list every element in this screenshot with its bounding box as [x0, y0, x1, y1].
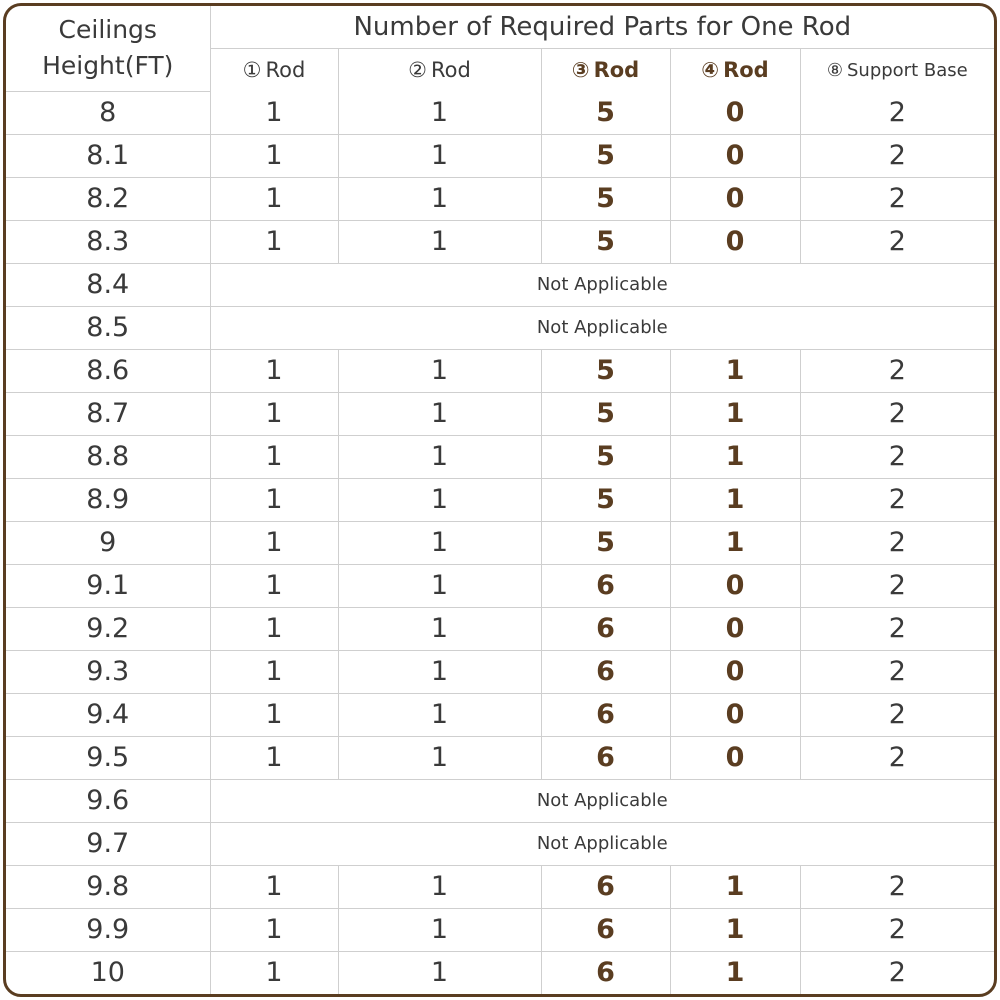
part-count-cell: 1	[670, 865, 800, 908]
part-count-cell: 1	[338, 435, 541, 478]
part-count-cell: 0	[670, 220, 800, 263]
part-count-cell: 2	[800, 134, 994, 177]
column-header-rod-3: ③ Rod	[541, 49, 670, 92]
part-count-cell: 1	[210, 177, 338, 220]
ceilings-label: Ceilings	[58, 15, 157, 45]
part-count-cell: 6	[541, 865, 670, 908]
part-count-cell: 1	[210, 435, 338, 478]
part-count-cell: 6	[541, 908, 670, 951]
part-count-cell: 1	[210, 564, 338, 607]
table-row	[6, 865, 994, 908]
part-count-cell: 2	[800, 349, 994, 392]
part-count-cell: 1	[210, 392, 338, 435]
part-count-cell: 2	[800, 650, 994, 693]
part-count-cell: 1	[338, 650, 541, 693]
part-count-cell: 1	[210, 736, 338, 779]
ceiling-height-cell: 8.2	[6, 177, 210, 220]
part-count-cell: 2	[800, 435, 994, 478]
part-count-cell: 2	[800, 865, 994, 908]
part-count-cell: 2	[800, 220, 994, 263]
part-count-cell: 1	[338, 908, 541, 951]
ceiling-height-cell: 8.6	[6, 349, 210, 392]
part-count-cell: 1	[338, 564, 541, 607]
table-row	[6, 736, 994, 779]
part-count-cell: 1	[670, 951, 800, 994]
ceiling-height-cell: 8.8	[6, 435, 210, 478]
part-count-cell: 1	[338, 91, 541, 134]
part-count-cell: 0	[670, 91, 800, 134]
part-count-cell: 1	[210, 220, 338, 263]
part-count-cell: 1	[670, 521, 800, 564]
table-row	[6, 951, 994, 994]
part-count-cell: 1	[670, 435, 800, 478]
part-count-cell: 5	[541, 435, 670, 478]
table-row	[6, 134, 994, 177]
part-count-cell: 6	[541, 951, 670, 994]
part-count-cell: 6	[541, 650, 670, 693]
ceiling-height-cell: 8.5	[6, 306, 210, 349]
table-row	[6, 650, 994, 693]
table-row	[6, 779, 994, 822]
column-header-rod-4: ④ Rod	[670, 49, 800, 92]
part-count-cell: 0	[670, 177, 800, 220]
ceiling-height-cell: 10	[6, 951, 210, 994]
part-count-cell: 5	[541, 521, 670, 564]
ceiling-height-cell: 9.1	[6, 564, 210, 607]
column-header-support-base: ⑧ Support Base	[800, 49, 994, 92]
part-count-cell: 1	[338, 220, 541, 263]
table-title: Number of Required Parts for One Rod	[210, 6, 994, 49]
part-count-cell: 2	[800, 564, 994, 607]
part-count-cell: 1	[210, 134, 338, 177]
parts-table	[6, 6, 994, 994]
part-count-cell: 0	[670, 693, 800, 736]
part-count-cell: 1	[210, 908, 338, 951]
ceiling-height-cell: 8.9	[6, 478, 210, 521]
part-count-cell: 1	[338, 951, 541, 994]
part-count-cell: 6	[541, 736, 670, 779]
part-count-cell: 1	[670, 478, 800, 521]
table-row	[6, 478, 994, 521]
part-count-cell: 1	[338, 865, 541, 908]
part-count-cell: 1	[338, 349, 541, 392]
part-count-cell: 2	[800, 908, 994, 951]
part-count-cell: 1	[210, 91, 338, 134]
ceiling-height-cell: 9.8	[6, 865, 210, 908]
part-count-cell: 0	[670, 736, 800, 779]
ceiling-height-cell: 9.5	[6, 736, 210, 779]
ceiling-height-cell: 9.3	[6, 650, 210, 693]
column-header-rod-2: ② Rod	[338, 49, 541, 92]
part-count-cell: 0	[670, 650, 800, 693]
part-count-cell: 5	[541, 177, 670, 220]
part-count-cell: 1	[210, 650, 338, 693]
height-label: Height(FT)	[42, 51, 174, 81]
ceiling-height-cell: 9.4	[6, 693, 210, 736]
part-count-cell: 1	[338, 478, 541, 521]
table-body	[6, 91, 994, 994]
table-row	[6, 607, 994, 650]
part-count-cell: 5	[541, 220, 670, 263]
table-row	[6, 521, 994, 564]
not-applicable-cell: Not Applicable	[210, 779, 994, 822]
part-count-cell: 1	[210, 521, 338, 564]
table-row	[6, 392, 994, 435]
table-row	[6, 177, 994, 220]
part-count-cell: 5	[541, 392, 670, 435]
part-count-cell: 1	[338, 177, 541, 220]
part-count-cell: 0	[670, 607, 800, 650]
part-count-cell: 2	[800, 478, 994, 521]
ceiling-height-cell: 8.4	[6, 263, 210, 306]
part-count-cell: 1	[670, 349, 800, 392]
part-count-cell: 2	[800, 521, 994, 564]
part-count-cell: 2	[800, 736, 994, 779]
ceiling-height-cell: 8.7	[6, 392, 210, 435]
part-count-cell: 1	[338, 392, 541, 435]
part-count-cell: 2	[800, 693, 994, 736]
part-count-cell: 1	[338, 607, 541, 650]
part-count-cell: 2	[800, 607, 994, 650]
ceiling-height-cell: 9.9	[6, 908, 210, 951]
ceiling-height-header	[6, 6, 210, 91]
part-count-cell: 1	[338, 521, 541, 564]
table-row	[6, 263, 994, 306]
table-row	[6, 91, 994, 134]
not-applicable-cell: Not Applicable	[210, 306, 994, 349]
part-count-cell: 1	[670, 392, 800, 435]
table-row	[6, 435, 994, 478]
part-count-cell: 1	[210, 865, 338, 908]
part-count-cell: 1	[338, 134, 541, 177]
part-count-cell: 0	[670, 134, 800, 177]
part-count-cell: 2	[800, 392, 994, 435]
part-count-cell: 0	[670, 564, 800, 607]
ceiling-height-cell: 9.6	[6, 779, 210, 822]
part-count-cell: 1	[338, 693, 541, 736]
table-row	[6, 822, 994, 865]
table-row	[6, 693, 994, 736]
header-row-title	[6, 6, 994, 49]
ceiling-height-cell: 8	[6, 91, 210, 134]
ceiling-height-cell: 9.2	[6, 607, 210, 650]
part-count-cell: 5	[541, 478, 670, 521]
part-count-cell: 5	[541, 91, 670, 134]
table-row	[6, 306, 994, 349]
part-count-cell: 6	[541, 693, 670, 736]
part-count-cell: 2	[800, 951, 994, 994]
table-row	[6, 349, 994, 392]
table-row	[6, 908, 994, 951]
part-count-cell: 6	[541, 564, 670, 607]
ceiling-height-cell: 9	[6, 521, 210, 564]
part-count-cell: 1	[210, 607, 338, 650]
part-count-cell: 1	[210, 478, 338, 521]
not-applicable-cell: Not Applicable	[210, 822, 994, 865]
part-count-cell: 1	[338, 736, 541, 779]
not-applicable-cell: Not Applicable	[210, 263, 994, 306]
part-count-cell: 1	[670, 908, 800, 951]
part-count-cell: 5	[541, 134, 670, 177]
part-count-cell: 2	[800, 177, 994, 220]
table-frame	[3, 3, 997, 997]
table-row	[6, 220, 994, 263]
ceiling-height-cell: 8.1	[6, 134, 210, 177]
ceiling-height-cell: 8.3	[6, 220, 210, 263]
table-row	[6, 564, 994, 607]
part-count-cell: 6	[541, 607, 670, 650]
part-count-cell: 2	[800, 91, 994, 134]
column-header-rod-1: ① Rod	[210, 49, 338, 92]
part-count-cell: 5	[541, 349, 670, 392]
part-count-cell: 1	[210, 951, 338, 994]
ceiling-height-cell: 9.7	[6, 822, 210, 865]
part-count-cell: 1	[210, 693, 338, 736]
part-count-cell: 1	[210, 349, 338, 392]
